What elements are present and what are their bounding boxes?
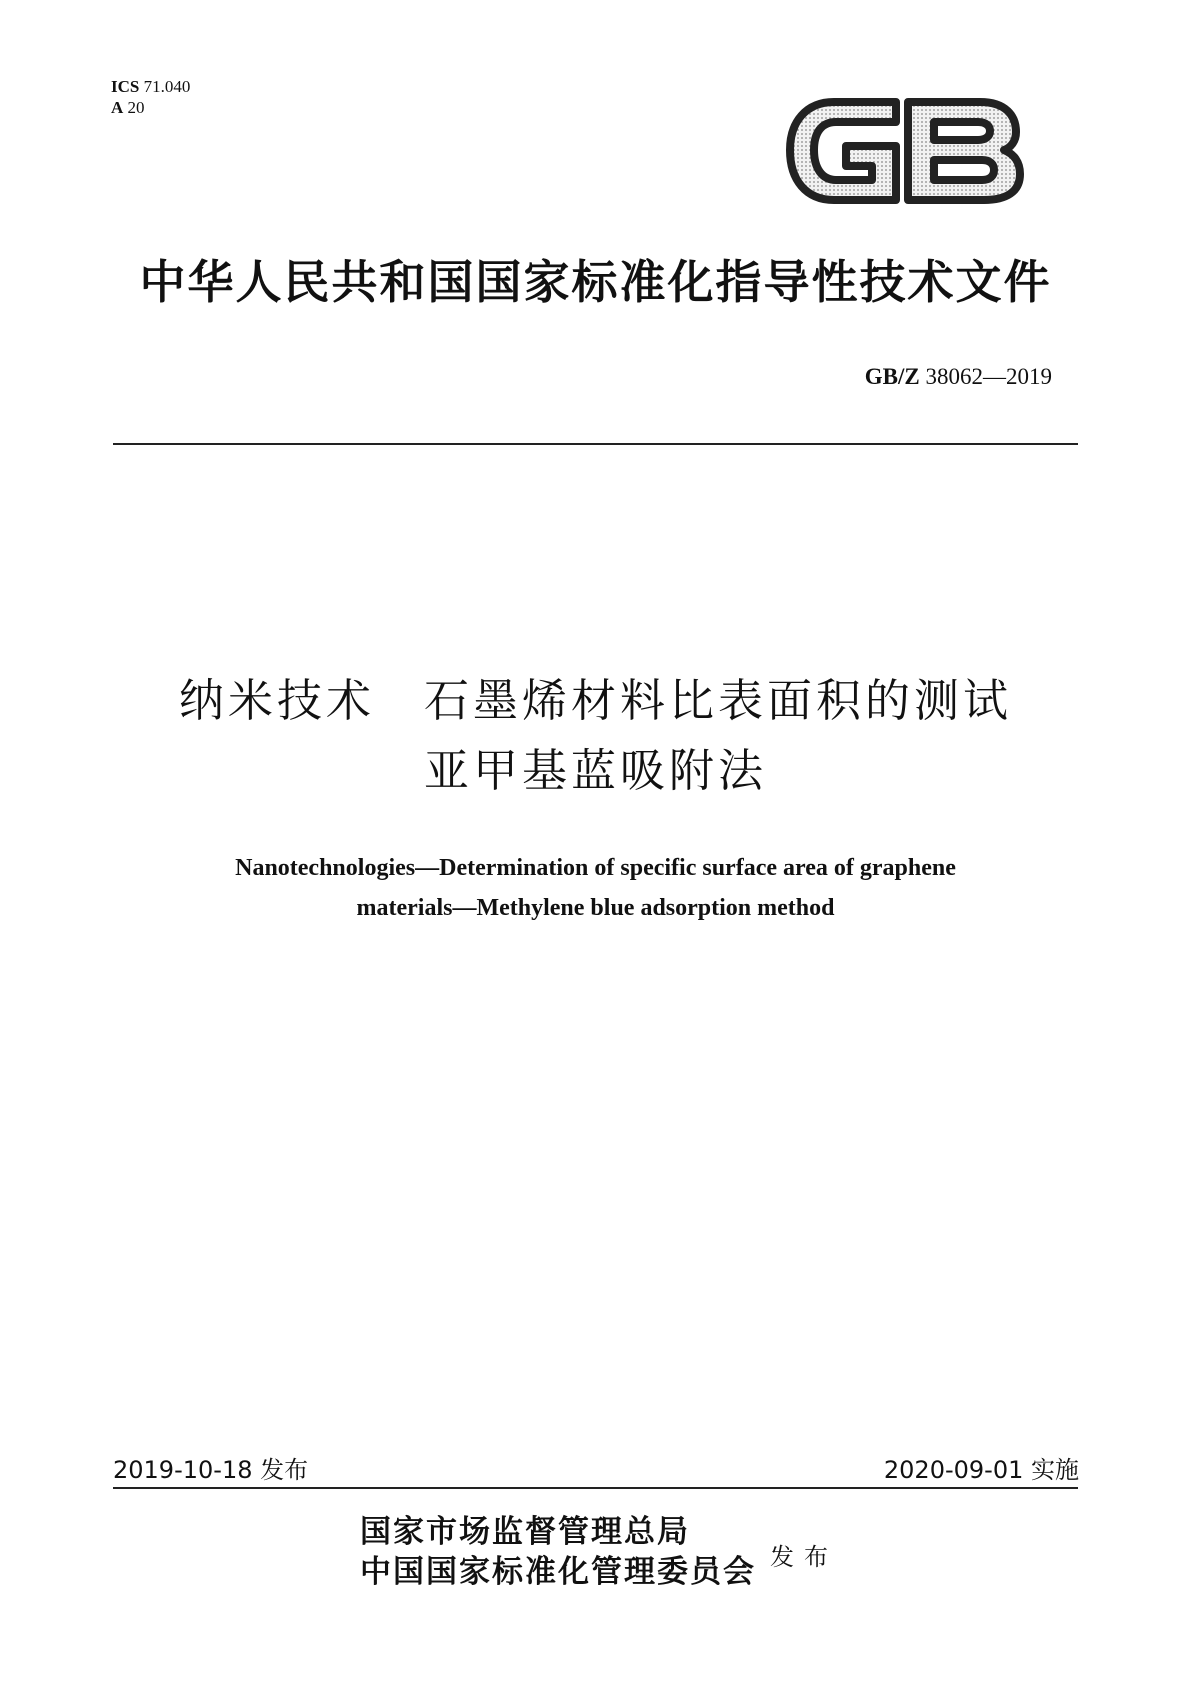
english-title <box>0 848 1191 928</box>
issue-action-label: 发布 <box>770 1543 838 1571</box>
ccs-code: A 20 <box>111 98 145 117</box>
chinese-title-line-1: 纳米技术 石墨烯材料比表面积的测试 <box>178 674 1012 727</box>
chinese-title <box>0 666 1191 806</box>
classification-codes <box>111 76 190 118</box>
english-title-line-1: Nanotechnologies—Determination of specific surface area of graphene <box>235 855 956 881</box>
standard-number: GB/Z 38062—2019 <box>864 364 1052 389</box>
implementation-date: 2020-09-01 实施 <box>883 1456 1079 1484</box>
gb-logo-icon <box>784 88 1024 213</box>
issuer-2: 中国国家标准化管理委员会 <box>360 1554 756 1590</box>
english-title-line-2: materials—Methylene blue adsorption method <box>356 895 835 921</box>
ics-code: ICS 71.040 <box>111 77 191 96</box>
document-type-heading: 中华人民共和国国家标准化指导性技术文件 <box>139 255 1052 309</box>
top-divider <box>113 443 1078 445</box>
issuer-1: 国家市场监督管理总局 <box>360 1514 690 1550</box>
bottom-divider <box>113 1487 1078 1489</box>
issue-date: 2019-10-18 发布 <box>113 1456 309 1484</box>
issuing-authorities <box>360 1512 756 1592</box>
chinese-title-line-2: 亚甲基蓝吸附法 <box>423 744 767 797</box>
